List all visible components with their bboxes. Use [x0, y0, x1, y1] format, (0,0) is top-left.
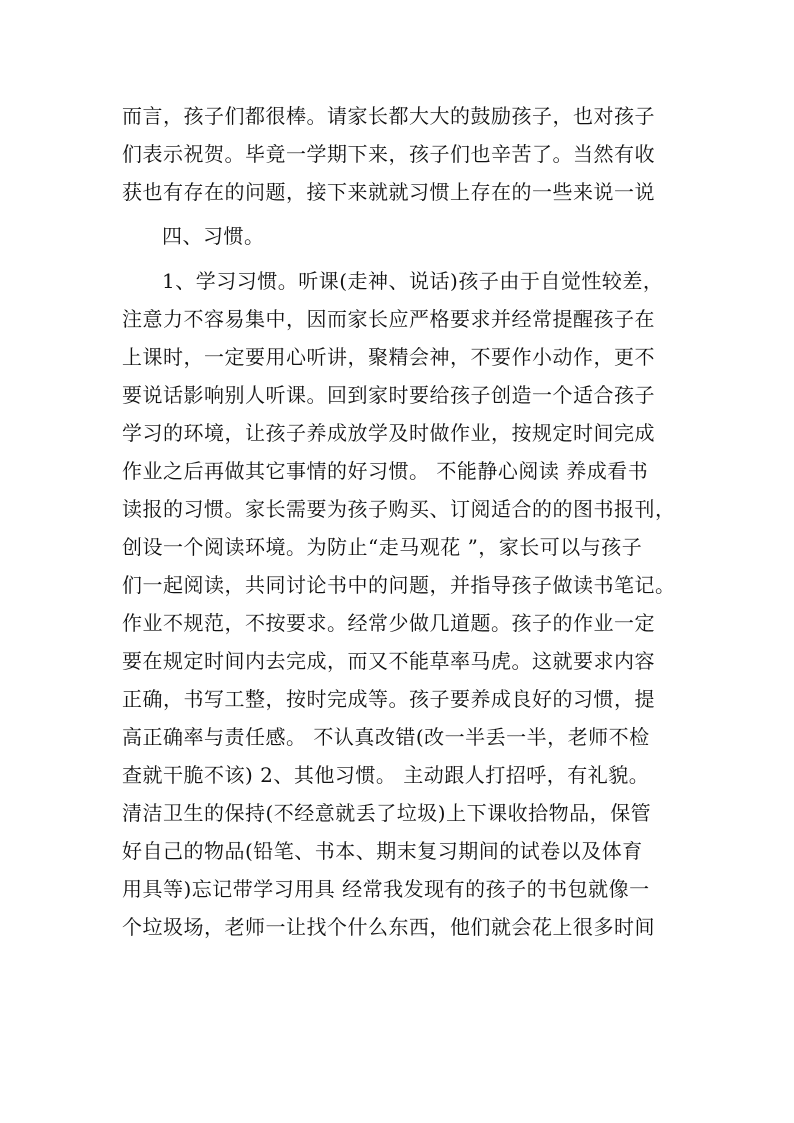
section-heading: 四、习惯。	[162, 224, 265, 248]
text-line-1: 而言，孩子们都很棒。请家长都大大的鼓励孩子，也对孩子	[122, 104, 655, 128]
text-line-21: 用具等)忘记带学习用具 经常我发现有的孩子的书包就像一	[122, 877, 650, 901]
text-line-11: 读报的习惯。家长需要为孩子购买、订阅适合的的图书报刊，	[122, 497, 676, 521]
text-line-18: 查就干脆不该) 2、其他习惯。 主动跟人打招呼，有礼貌。	[122, 763, 650, 787]
text-line-5: 1、学习习惯。听课(走神、说话)孩子由于自觉性较差，	[162, 269, 664, 293]
text-line-12: 创设一个阅读环境。为防止“走马观花 ”，家长可以与孩子	[122, 535, 643, 559]
text-line-3: 获也有存在的问题，接下来就就习惯上存在的一些来说一说	[122, 180, 655, 204]
text-line-9: 学习的环境，让孩子养成放学及时做作业，按规定时间完成	[122, 421, 655, 445]
text-line-17: 高正确率与责任感。 不认真改错(改一半丢一半，老师不检	[122, 725, 650, 749]
text-line-2: 们表示祝贺。毕竟一学期下来，孩子们也辛苦了。当然有收	[122, 142, 655, 166]
text-line-16: 正确，书写工整，按时完成等。孩子要养成良好的习惯，提	[122, 687, 655, 711]
text-line-10: 作业之后再做其它事情的好习惯。 不能静心阅读 养成看书	[122, 459, 649, 483]
text-line-7: 上课时，一定要用心听讲，聚精会神，不要作小动作，更不	[122, 345, 655, 369]
text-line-6: 注意力不容易集中，因而家长应严格要求并经常提醒孩子在	[122, 307, 655, 331]
text-line-19: 清洁卫生的保持(不经意就丢了垃圾)上下课收拾物品，保管	[122, 801, 652, 825]
text-line-20: 好自己的物品(铅笔、书本、期末复习期间的试卷以及体育	[122, 839, 643, 863]
text-line-8: 要说话影响别人听课。回到家时要给孩子创造一个适合孩子	[122, 383, 655, 407]
text-line-14: 作业不规范，不按要求。经常少做几道题。孩子的作业一定	[122, 611, 655, 635]
text-line-13: 们一起阅读，共同讨论书中的问题，并指导孩子做读书笔记。	[122, 573, 676, 597]
text-line-15: 要在规定时间内去完成，而又不能草率马虎。这就要求内容	[122, 649, 655, 673]
text-line-22: 个垃圾场，老师一让找个什么东西，他们就会花上很多时间	[122, 915, 655, 939]
